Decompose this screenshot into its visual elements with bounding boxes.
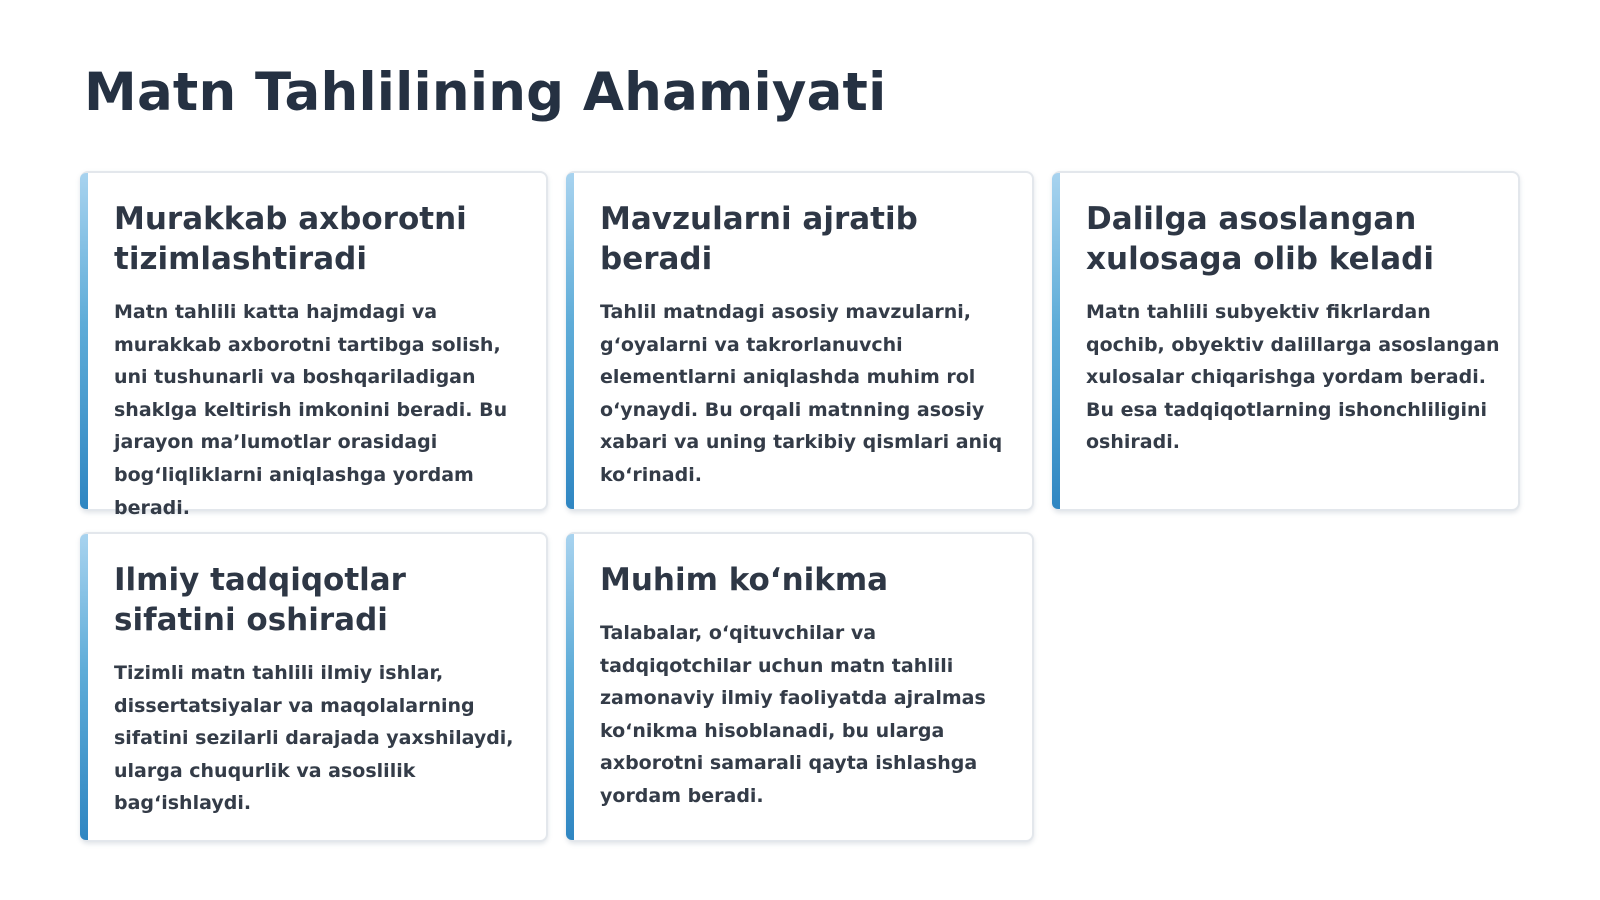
card-content (600, 560, 1014, 813)
card-title: Murakkab axborotni tizimlashtiradi (114, 201, 467, 277)
card-body: Talabalar, o‘qituvchilar va tadqiqotchilar uchun matn tahlili zamonaviy ilmiy faoliyatda ajralmas ko‘nikma hisoblanadi, bu ularga axborotni samarali qayta ishlashga yordam beradi. (600, 622, 986, 807)
card-content (600, 199, 1014, 492)
card-content (1086, 199, 1500, 459)
card-important-skill (566, 532, 1034, 842)
card-content (114, 199, 528, 524)
card-title: Dalilga asoslangan xulosaga olib keladi (1086, 201, 1434, 277)
card-content (114, 560, 528, 820)
card-body: Tizimli matn tahlili ilmiy ishlar, dissertatsiyalar va maqolalarning sifatini sezilarli darajada yaxshilaydi, ularga chuqurlik va asoslilik bag‘ishlaydi. (114, 662, 514, 815)
card-title: Ilmiy tadqiqotlar sifatini oshiradi (114, 562, 406, 638)
card-research-quality (80, 532, 548, 842)
card-separates-topics (566, 171, 1034, 511)
card-body: Matn tahlili subyektiv fikrlardan qochib, obyektiv dalillarga asoslangan xulosalar chiqarishga yordam beradi. Bu esa tadqiqotlarning ishonchliligini oshiradi. (1086, 301, 1500, 454)
page-title: Matn Tahlilining Ahamiyati (84, 62, 887, 123)
card-title: Muhim ko‘nikma (600, 562, 889, 598)
card-body: Tahlil matndagi asosiy mavzularni, g‘oyalarni va takrorlanuvchi elementlarni aniqlashda muhim rol o‘ynaydi. Bu orqali matnning asosiy xabari va uning tarkibiy qismlari aniq ko‘rinadi. (600, 301, 1003, 486)
card-title: Mavzularni ajratib beradi (600, 201, 918, 277)
card-systematizes-information (80, 171, 548, 519)
card-evidence-based-conclusion (1052, 171, 1520, 511)
card-body: Matn tahlili katta hajmdagi va murakkab axborotni tartibga solish, uni tushunarli va boshqariladigan shaklga keltirish imkonini beradi. Bu jarayon ma’lumotlar orasidagi bog‘liqliklarni aniqlashga yordam beradi. (114, 301, 508, 519)
